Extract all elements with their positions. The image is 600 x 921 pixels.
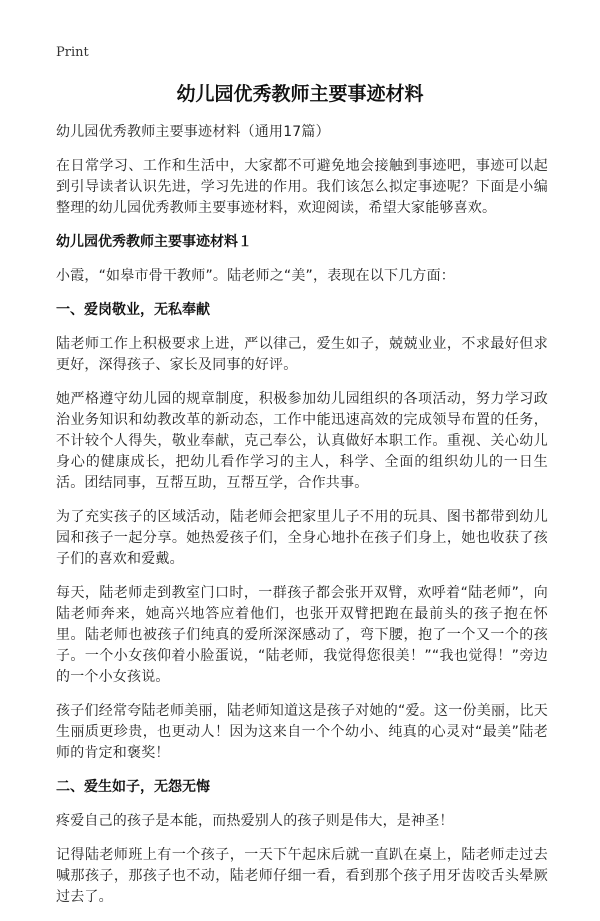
heading-dedication: 一、爱岗敬业，无私奉献 (56, 302, 210, 318)
section-lead-paragraph: 小霞，“如皋市骨干教师”。陆老师之“美”，表现在以下几方面： (56, 268, 456, 284)
intro-paragraph: 在日常学习、工作和生活中，大家都不可避免地会接触到事迹吧，事迹可以起到引导读者认识先进，学习先进的作用。我们该怎么拟定事迹呢？下面是小编整理的幼儿园优秀教师主要事迹材料，欢迎阅读，希望大家能够喜欢。 (56, 158, 548, 216)
body-paragraph: 她严格遵守幼儿园的规章制度，积极参加幼儿园组织的各项活动，努力学习政治业务知识和幼教改革的新动态，工作中能迅速高效的完成领导布置的任务，不计较个人得失，敬业奉献，克己奉公，认真做好本职工作。重视、关心幼儿身心的健康成长，把幼儿看作学习的主人，科学、全面的组织幼儿的一日生活。团结同事，互帮互助，互帮互学，合作共事。 (56, 391, 548, 491)
body-paragraph: 记得陆老师班上有一个孩子，一天下午起床后就一直趴在桌上，陆老师走过去喊那孩子，那孩子也不动，陆老师仔细一看，看到那个孩子用牙齿咬舌头晕厥过去了。 (56, 847, 548, 905)
body-paragraph: 每天，陆老师走到教室门口时，一群孩子都会张开双臂，欢呼着“陆老师”，向陆老师奔来，她高兴地答应着他们，也张开双臂把跑在最前头的孩子抱在怀里。陆老师也被孩子们纯真的爱所深深感动了，弯下腰，抱了一个又一个的孩子。一个小女孩仰着小脸蛋说，“陆老师，我觉得您很美！”“我也觉得！”旁边的一个小女孩说。 (56, 585, 548, 685)
section-title: 幼儿园优秀教师主要事迹材料１ (56, 234, 252, 250)
body-paragraph: 为了充实孩子的区域活动，陆老师会把家里儿子不用的玩具、图书都带到幼儿园和孩子一起分享。她热爱孩子们，全身心地扑在孩子们身上，她也收获了孩子们的喜欢和爱戴。 (56, 509, 548, 567)
document-body (56, 122, 548, 921)
heading-love-children: 二、爱生如子，无怨无悔 (56, 779, 210, 795)
body-paragraph: 疼爱自己的孩子是本能，而热爱别人的孩子则是伟大，是神圣！ (56, 813, 454, 829)
body-paragraph: 陆老师工作上积极要求上进，严以律己，爱生如子，兢兢业业，不求最好但求更好，深得孩子、家长及同事的好评。 (56, 336, 548, 373)
body-paragraph: 孩子们经常夸陆老师美丽，陆老师知道这是孩子对她的“爱。这一份美丽，比天生丽质更珍贵，也更动人！因为这来自一个个幼小、纯真的心灵对“最美”陆老师的肯定和褒奖！ (56, 703, 548, 761)
page-title: 幼儿园优秀教师主要事迹材料 (176, 83, 424, 105)
print-link[interactable]: Print (56, 45, 89, 60)
document-subtitle: 幼儿园优秀教师主要事迹材料（通用17篇） (56, 124, 330, 140)
